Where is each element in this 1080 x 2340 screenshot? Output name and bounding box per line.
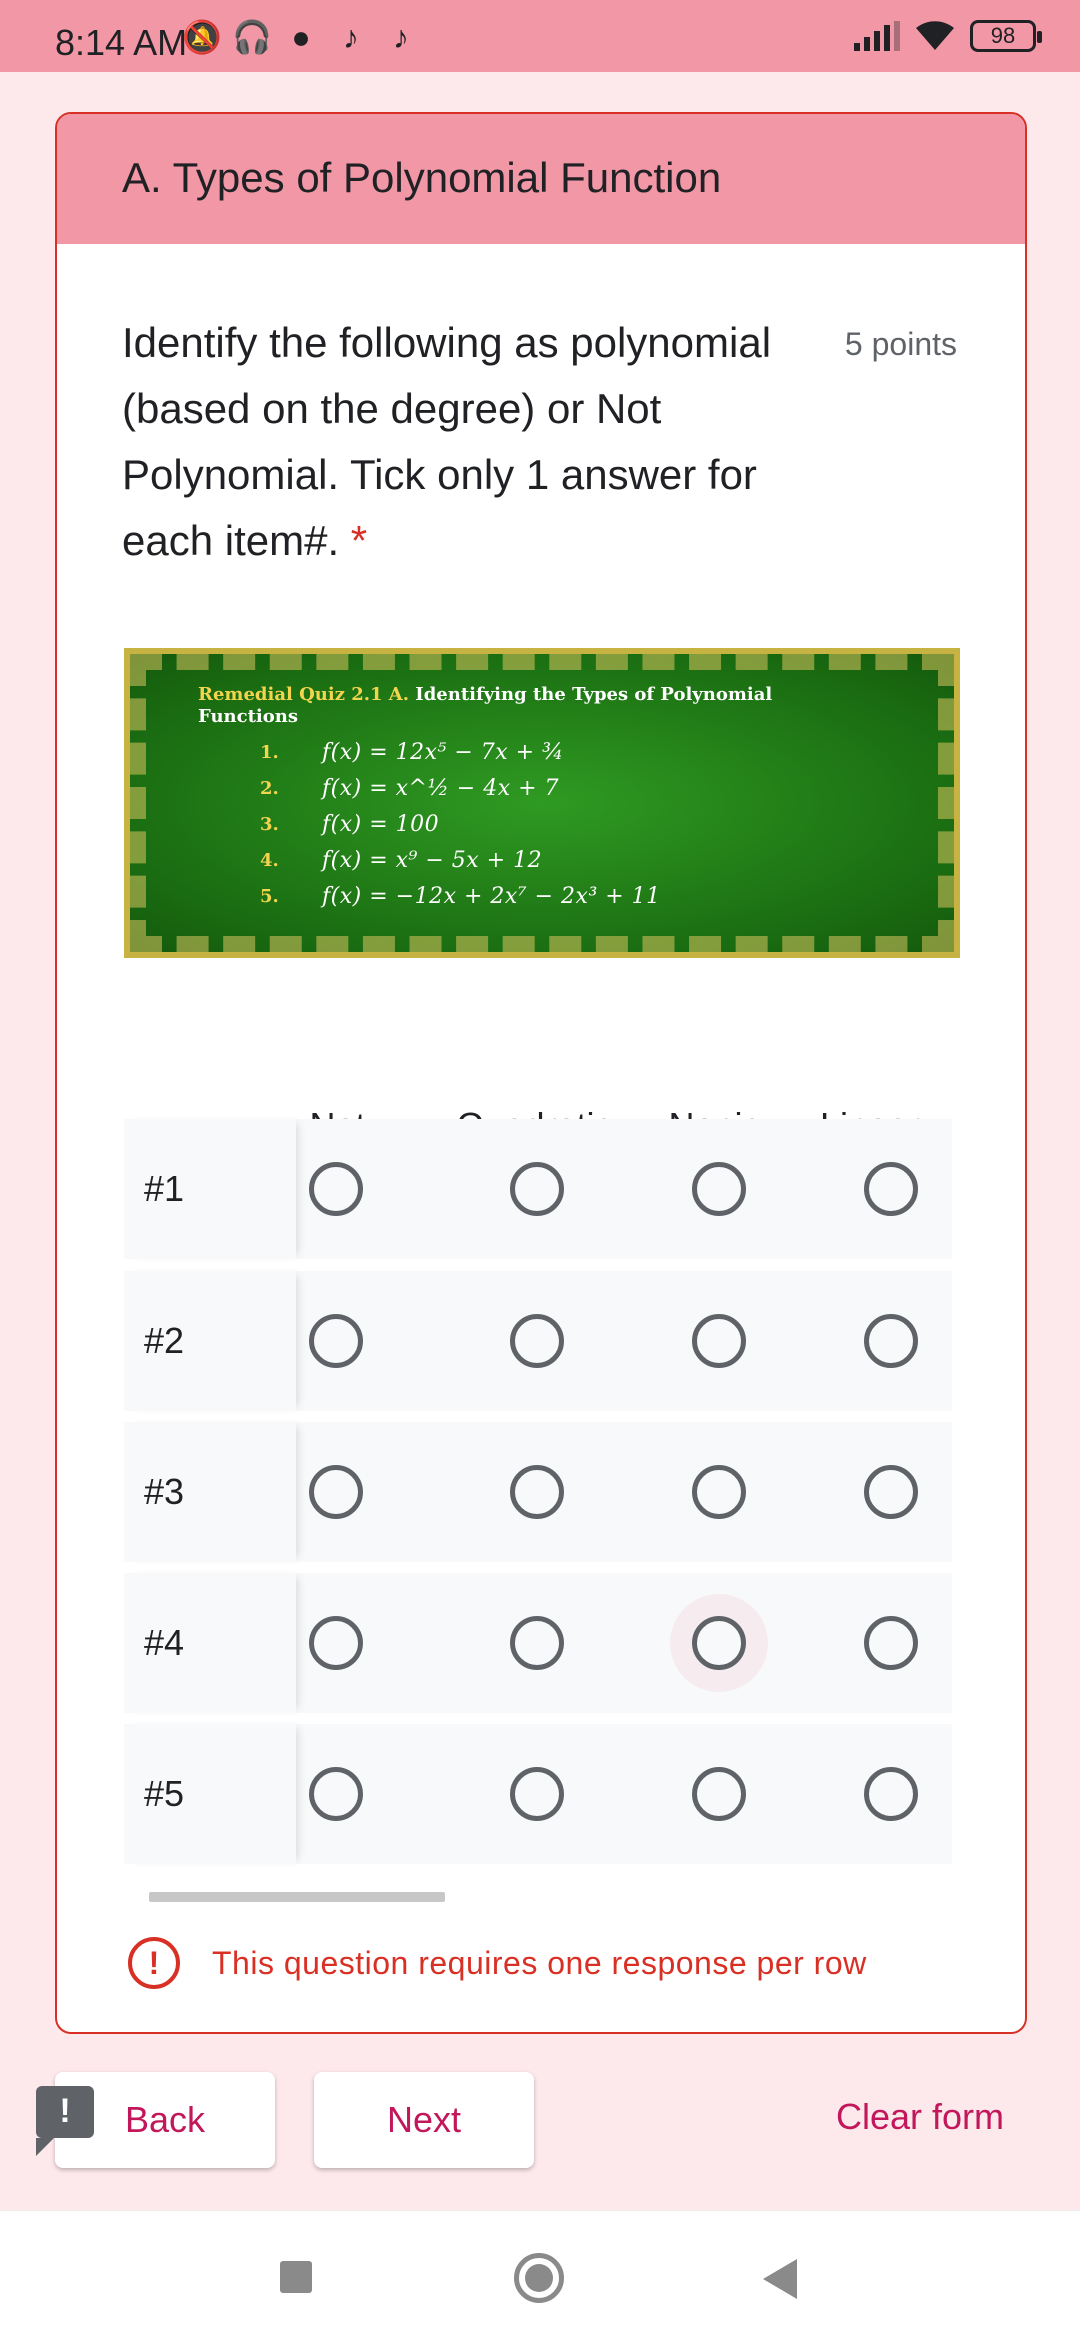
silent-alarm-icon: 🔕	[182, 19, 222, 55]
next-button[interactable]: Next	[314, 2072, 534, 2168]
quiz-item-equation: f(x) = x^½ − 4x + 7	[322, 775, 560, 801]
radio-not-polynomial[interactable]	[309, 1616, 363, 1670]
validation-error	[128, 1937, 867, 1989]
grid-row	[124, 1422, 952, 1562]
row-label: #1	[124, 1119, 296, 1259]
radio-linear[interactable]	[864, 1162, 918, 1216]
radio-quadratic[interactable]	[510, 1465, 564, 1519]
radio-not-polynomial[interactable]	[309, 1767, 363, 1821]
radio-linear[interactable]	[864, 1767, 918, 1821]
system-status	[854, 20, 1036, 52]
quiz-item-equation: f(x) = 12x⁵ − 7x + ¾	[322, 739, 564, 765]
back-nav-button[interactable]	[763, 2259, 797, 2299]
quiz-item	[260, 878, 661, 914]
quiz-item-number: 2.	[260, 777, 279, 799]
radio-nonic[interactable]	[692, 1314, 746, 1368]
radio-not-polynomial[interactable]	[309, 1465, 363, 1519]
recent-apps-button[interactable]	[280, 2261, 312, 2293]
section-title: A. Types of Polynomial Function	[122, 154, 722, 201]
quiz-item	[260, 842, 661, 878]
back-button[interactable]: Back	[55, 2072, 275, 2168]
radio-linear[interactable]	[864, 1314, 918, 1368]
quiz-item	[260, 806, 661, 842]
row-label: #5	[124, 1724, 296, 1864]
quiz-item-number: 5.	[260, 885, 279, 907]
section-card	[55, 112, 1027, 2034]
quiz-item	[260, 770, 661, 806]
messenger-icon: ●	[291, 19, 311, 55]
question-title	[122, 310, 842, 574]
question-text: Identify the following as polynomial (based on the degree) or Not Polynomial. Tick only 1 answer for each item#.	[122, 319, 772, 564]
quiz-item-number: 3.	[260, 813, 279, 835]
quiz-item-number: 4.	[260, 849, 279, 871]
clear-form-button[interactable]: Clear form	[835, 2096, 1004, 2137]
question-points: 5 points	[844, 326, 957, 362]
quiz-image	[124, 648, 960, 958]
required-asterisk: *	[350, 517, 368, 564]
grid-row	[124, 1271, 952, 1411]
error-icon: !	[128, 1937, 180, 1989]
quiz-item-equation: f(x) = x⁹ − 5x + 12	[322, 847, 543, 873]
radio-nonic[interactable]	[692, 1162, 746, 1216]
quiz-image-list	[260, 734, 661, 914]
home-button[interactable]	[514, 2253, 564, 2303]
radio-quadratic[interactable]	[510, 1767, 564, 1821]
radio-quadratic[interactable]	[510, 1616, 564, 1670]
radio-linear[interactable]	[864, 1616, 918, 1670]
grid-row	[124, 1724, 952, 1864]
row-label: #4	[124, 1573, 296, 1713]
signal-icon	[854, 21, 900, 51]
horizontal-scrollbar[interactable]	[149, 1892, 445, 1902]
radio-linear[interactable]	[864, 1465, 918, 1519]
row-label: #3	[124, 1422, 296, 1562]
tiktok-icon: ♪	[393, 19, 409, 55]
tiktok-icon: ♪	[343, 19, 359, 55]
radio-quadratic[interactable]	[510, 1314, 564, 1368]
grid-row	[124, 1119, 952, 1259]
radio-nonic[interactable]	[692, 1767, 746, 1821]
status-bar	[0, 0, 1080, 72]
error-message: This question requires one response per row	[212, 1944, 867, 1981]
feedback-icon[interactable]: !	[36, 2086, 94, 2138]
quiz-item-equation: f(x) = 100	[322, 811, 440, 837]
quiz-item-equation: f(x) = −12x + 2x⁷ − 2x³ + 11	[322, 883, 661, 909]
status-time: 8:14 AM	[55, 22, 188, 63]
battery-icon: 98	[970, 20, 1036, 52]
quiz-image-heading-prefix: Remedial Quiz 2.1 A.	[198, 684, 410, 705]
wifi-icon	[914, 20, 956, 52]
row-label: #2	[124, 1271, 296, 1411]
radio-not-polynomial[interactable]	[309, 1162, 363, 1216]
quiz-image-heading	[198, 684, 878, 728]
quiz-item	[260, 734, 661, 770]
radio-nonic[interactable]	[692, 1465, 746, 1519]
radio-nonic[interactable]	[692, 1616, 746, 1670]
section-header	[57, 114, 1025, 244]
grid-row	[124, 1573, 952, 1713]
system-nav-bar	[0, 2210, 1080, 2340]
quiz-item-number: 1.	[260, 741, 279, 763]
notification-icons	[182, 18, 420, 56]
radio-quadratic[interactable]	[510, 1162, 564, 1216]
quiz-image-heading-rest: Identifying the Types of Polynomial Functions	[198, 684, 773, 727]
headphones-icon: 🎧	[232, 19, 272, 55]
radio-not-polynomial[interactable]	[309, 1314, 363, 1368]
